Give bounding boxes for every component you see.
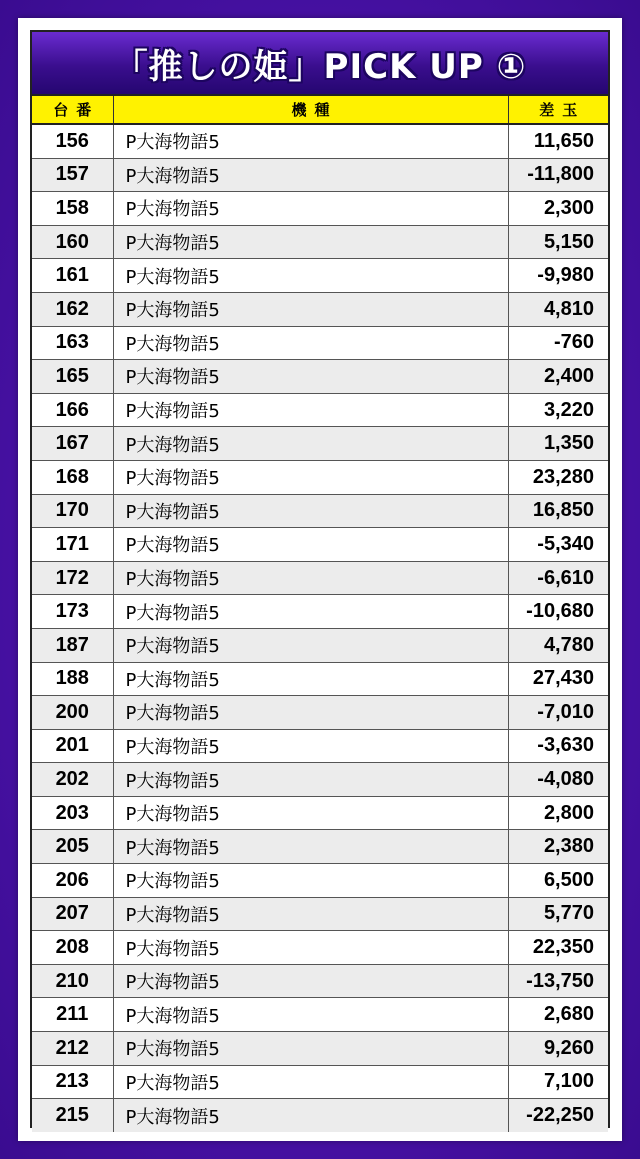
ball-difference-cell: 3,220 [508, 393, 608, 427]
machine-number-cell: 165 [32, 360, 113, 394]
model-cell: P大海物語5 [113, 864, 508, 898]
model-cell: P大海物語5 [113, 192, 508, 226]
ball-difference-cell: 5,150 [508, 225, 608, 259]
model-cell: P大海物語5 [113, 1032, 508, 1066]
table-row [32, 192, 608, 226]
model-cell: P大海物語5 [113, 158, 508, 192]
machine-number-cell: 157 [32, 158, 113, 192]
table-row [32, 796, 608, 830]
ball-difference-cell: 11,650 [508, 124, 608, 158]
ball-difference-cell: 6,500 [508, 864, 608, 898]
table-row [32, 225, 608, 259]
machine-number-cell: 167 [32, 427, 113, 461]
table-row [32, 1065, 608, 1099]
model-cell: P大海物語5 [113, 259, 508, 293]
ball-difference-cell: -3,630 [508, 729, 608, 763]
machine-number-cell: 205 [32, 830, 113, 864]
title-banner [32, 32, 608, 96]
model-cell: P大海物語5 [113, 124, 508, 158]
table-row [32, 897, 608, 931]
model-cell: P大海物語5 [113, 628, 508, 662]
ball-difference-cell: -5,340 [508, 528, 608, 562]
machine-number-cell: 211 [32, 998, 113, 1032]
model-cell: P大海物語5 [113, 292, 508, 326]
results-card [18, 18, 622, 1141]
ball-difference-cell: -4,080 [508, 763, 608, 797]
ball-difference-cell: -760 [508, 326, 608, 360]
machine-number-cell: 201 [32, 729, 113, 763]
model-cell: P大海物語5 [113, 360, 508, 394]
machine-number-cell: 206 [32, 864, 113, 898]
table-row [32, 158, 608, 192]
ball-difference-cell: 4,810 [508, 292, 608, 326]
model-cell: P大海物語5 [113, 225, 508, 259]
ball-difference-cell: -7,010 [508, 696, 608, 730]
table-row [32, 830, 608, 864]
table-row [32, 292, 608, 326]
model-cell: P大海物語5 [113, 662, 508, 696]
ball-difference-cell: 2,300 [508, 192, 608, 226]
table-row [32, 1099, 608, 1132]
results-table-container [30, 30, 610, 1128]
model-cell: P大海物語5 [113, 729, 508, 763]
machine-number-cell: 207 [32, 897, 113, 931]
machine-number-cell: 202 [32, 763, 113, 797]
ball-difference-cell: 27,430 [508, 662, 608, 696]
machine-number-cell: 166 [32, 393, 113, 427]
model-cell: P大海物語5 [113, 393, 508, 427]
model-cell: P大海物語5 [113, 561, 508, 595]
results-table [32, 96, 608, 1132]
column-header-model: 機種 [113, 96, 508, 124]
model-cell: P大海物語5 [113, 830, 508, 864]
machine-number-cell: 168 [32, 460, 113, 494]
model-cell: P大海物語5 [113, 796, 508, 830]
model-cell: P大海物語5 [113, 964, 508, 998]
table-row [32, 628, 608, 662]
ball-difference-cell: -22,250 [508, 1099, 608, 1132]
column-header-machine-number: 台番 [32, 96, 113, 124]
table-row [32, 561, 608, 595]
machine-number-cell: 173 [32, 595, 113, 629]
ball-difference-cell: -6,610 [508, 561, 608, 595]
ball-difference-cell: 16,850 [508, 494, 608, 528]
machine-number-cell: 163 [32, 326, 113, 360]
table-row [32, 528, 608, 562]
model-cell: P大海物語5 [113, 595, 508, 629]
table-row [32, 864, 608, 898]
model-cell: P大海物語5 [113, 326, 508, 360]
ball-difference-cell: 7,100 [508, 1065, 608, 1099]
table-row [32, 595, 608, 629]
table-row [32, 696, 608, 730]
model-cell: P大海物語5 [113, 1065, 508, 1099]
ball-difference-cell: -13,750 [508, 964, 608, 998]
model-cell: P大海物語5 [113, 931, 508, 965]
table-row [32, 964, 608, 998]
model-cell: P大海物語5 [113, 763, 508, 797]
machine-number-cell: 158 [32, 192, 113, 226]
machine-number-cell: 156 [32, 124, 113, 158]
machine-number-cell: 188 [32, 662, 113, 696]
table-row [32, 998, 608, 1032]
machine-number-cell: 162 [32, 292, 113, 326]
ball-difference-cell: -9,980 [508, 259, 608, 293]
model-cell: P大海物語5 [113, 1099, 508, 1132]
table-row [32, 1032, 608, 1066]
table-row [32, 729, 608, 763]
ball-difference-cell: -10,680 [508, 595, 608, 629]
ball-difference-cell: 1,350 [508, 427, 608, 461]
ball-difference-cell: 5,770 [508, 897, 608, 931]
ball-difference-cell: 2,800 [508, 796, 608, 830]
machine-number-cell: 171 [32, 528, 113, 562]
ball-difference-cell: -11,800 [508, 158, 608, 192]
machine-number-cell: 187 [32, 628, 113, 662]
machine-number-cell: 172 [32, 561, 113, 595]
ball-difference-cell: 2,380 [508, 830, 608, 864]
machine-number-cell: 200 [32, 696, 113, 730]
table-row [32, 662, 608, 696]
machine-number-cell: 213 [32, 1065, 113, 1099]
column-header-ball-difference: 差玉 [508, 96, 608, 124]
ball-difference-cell: 2,400 [508, 360, 608, 394]
ball-difference-cell: 4,780 [508, 628, 608, 662]
table-row [32, 360, 608, 394]
ball-difference-cell: 2,680 [508, 998, 608, 1032]
table-row [32, 259, 608, 293]
model-cell: P大海物語5 [113, 460, 508, 494]
table-row [32, 124, 608, 158]
model-cell: P大海物語5 [113, 528, 508, 562]
machine-number-cell: 160 [32, 225, 113, 259]
model-cell: P大海物語5 [113, 696, 508, 730]
machine-number-cell: 170 [32, 494, 113, 528]
machine-number-cell: 161 [32, 259, 113, 293]
model-cell: P大海物語5 [113, 897, 508, 931]
model-cell: P大海物語5 [113, 427, 508, 461]
ball-difference-cell: 23,280 [508, 460, 608, 494]
table-row [32, 494, 608, 528]
table-row [32, 460, 608, 494]
table-row [32, 393, 608, 427]
machine-number-cell: 203 [32, 796, 113, 830]
table-row [32, 931, 608, 965]
ball-difference-cell: 9,260 [508, 1032, 608, 1066]
table-row [32, 763, 608, 797]
model-cell: P大海物語5 [113, 998, 508, 1032]
machine-number-cell: 210 [32, 964, 113, 998]
table-body [32, 124, 608, 1132]
table-row [32, 326, 608, 360]
table-header-row [32, 96, 608, 124]
model-cell: P大海物語5 [113, 494, 508, 528]
machine-number-cell: 212 [32, 1032, 113, 1066]
table-row [32, 427, 608, 461]
ball-difference-cell: 22,350 [508, 931, 608, 965]
machine-number-cell: 208 [32, 931, 113, 965]
page-title: 「推しの姫」PICK UP ① [113, 46, 527, 87]
machine-number-cell: 215 [32, 1099, 113, 1132]
